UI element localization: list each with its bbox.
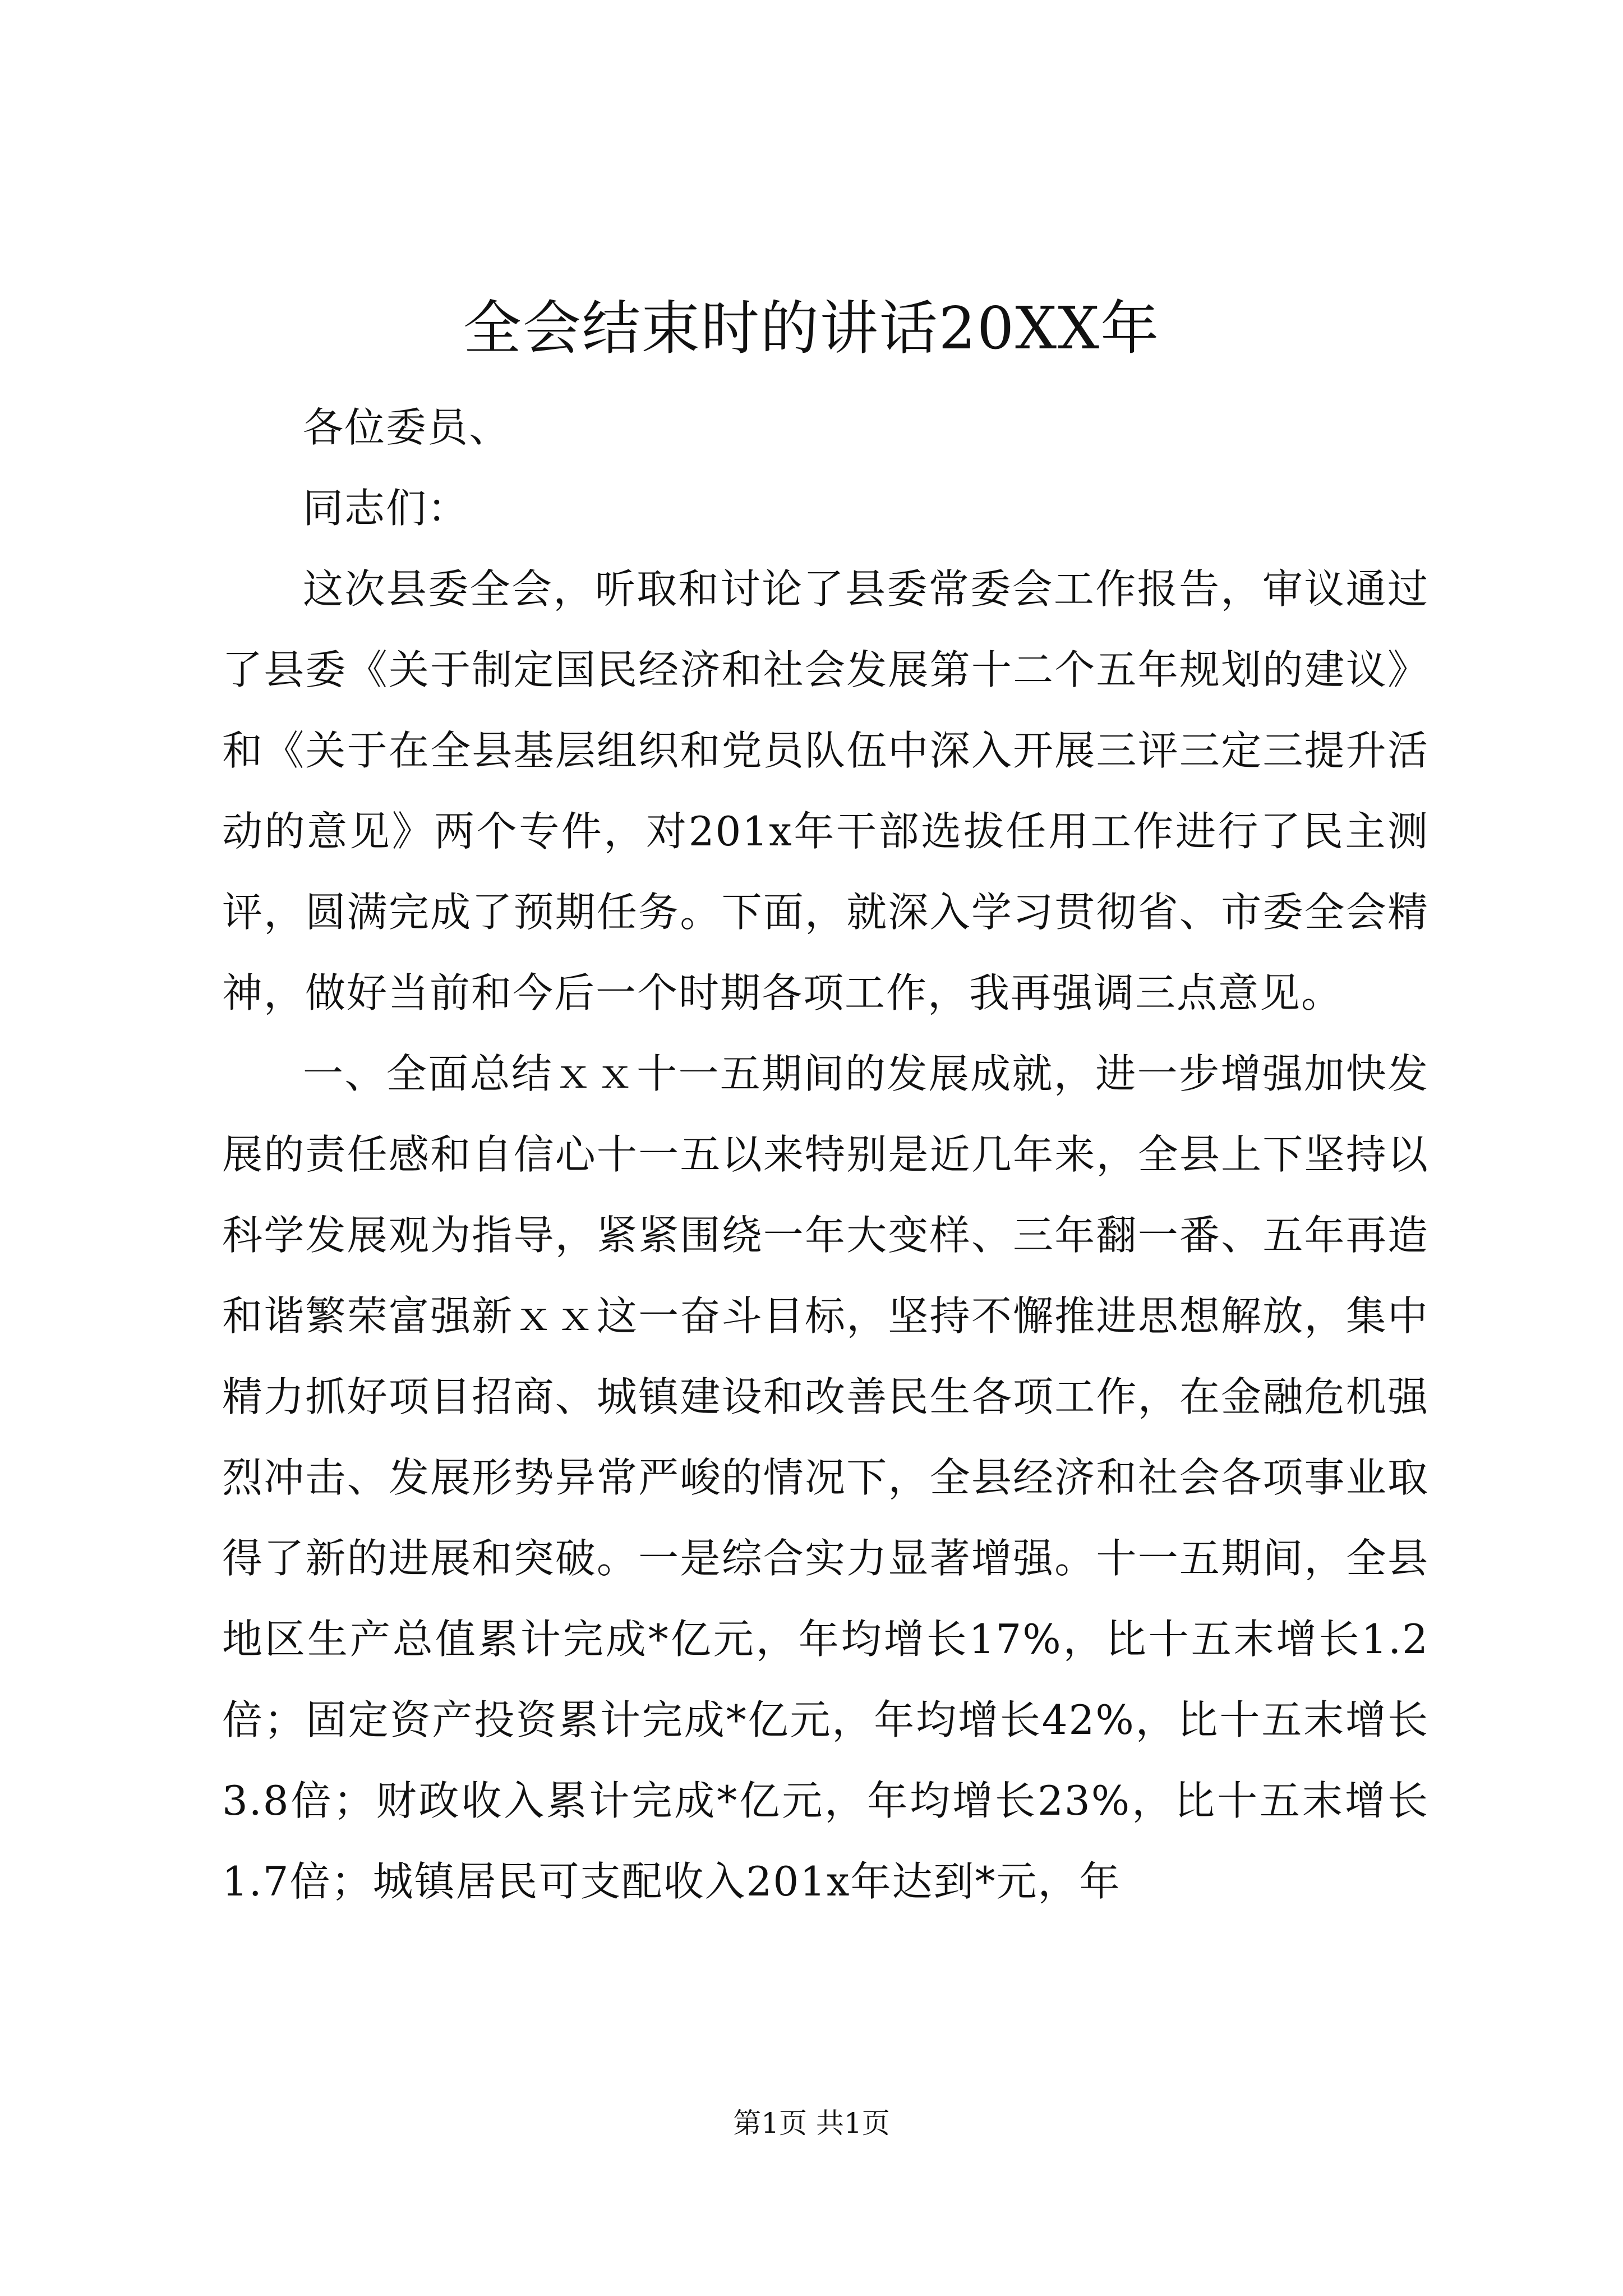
salutation-line: 同志们： <box>303 485 469 532</box>
body-paragraph: 一、全面总结ｘｘ十一五期间的发展成就，进一步增强加快发展的责任感和自信心十一五以来特别是近几年来，全县上下坚持以科学发展观为指导，紧紧围绕一年大变样、三年翻一番、五年再造和谐繁荣富强新ｘｘ这一奋斗目标，坚持不懈推进思想解放，集中精力抓好项目招商、城镇建设和改善民生各项工作，在金融危机强烈冲击、发展形势异常严峻的情况下，全县经济和社会各项事业取得了新的进展和突破。一是综合实力显著增强。十一五期间，全县地区生产总值累计完成*亿元，年均增长17%，比十五末增长1.2倍；固定资产投资累计完成*亿元，年均增长42%，比十五末增长3.8倍；财政收入累计完成*亿元，年均增长23%，比十五末增长1.7倍；城镇居民可支配收入201x年达到*元，年 <box>222 1050 1429 1905</box>
body-paragraph: 这次县委全会，听取和讨论了县委常委会工作报告，审议通过了县委《关于制定国民经济和社会发展第十二个五年规划的建议》和《关于在全县基层组织和党员队伍中深入开展三评三定三提升活动的意见》两个专件，对201x年干部选拔任用工作进行了民主测评，圆满完成了预期任务。下面，就深入学习贯彻省、市委全会精神，做好当前和今后一个时期各项工作，我再强调三点意见。 <box>222 565 1429 1016</box>
document-body <box>222 387 1429 1922</box>
salutation-line: 各位委员、 <box>303 404 511 451</box>
document-title: 全会结束时的讲话20XX年 <box>463 294 1160 362</box>
page-footer: 第1页 共1页 <box>733 2107 890 2139</box>
